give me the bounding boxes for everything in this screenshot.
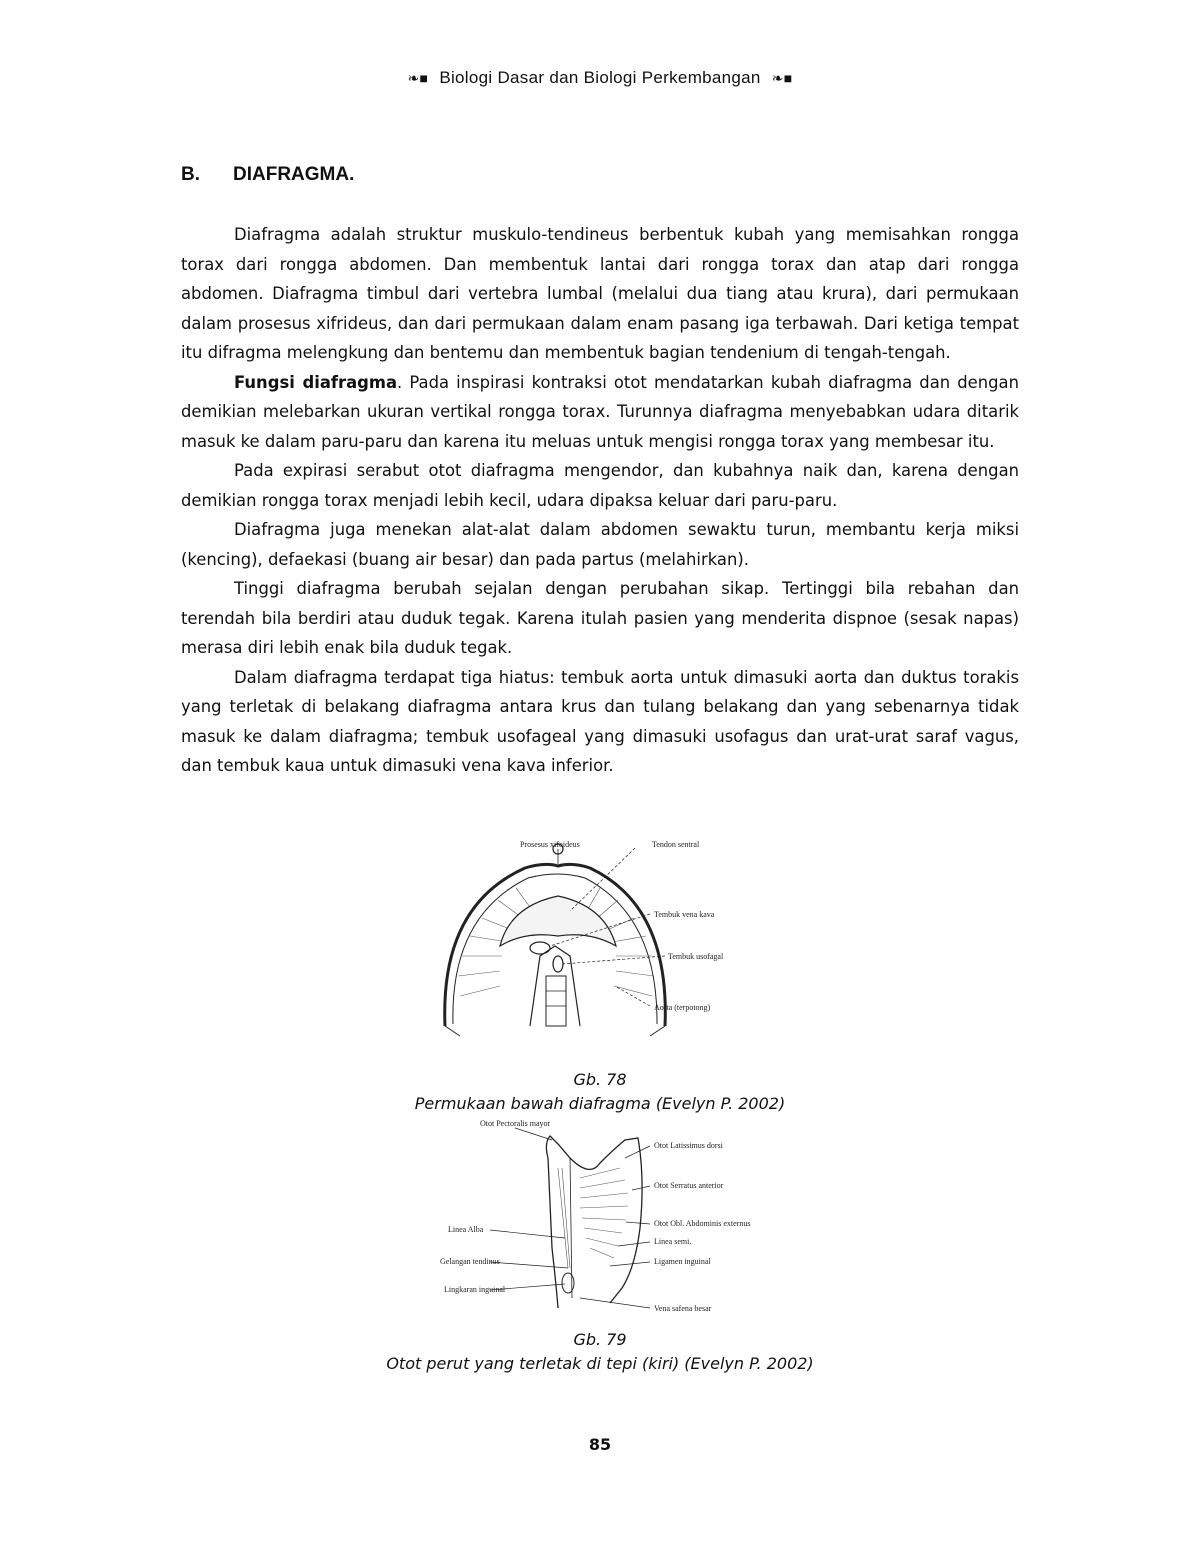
header-title: Biologi Dasar dan Biologi Perkembangan	[439, 68, 761, 87]
figure-1-number: Gb. 78	[573, 1070, 627, 1089]
figure-diaphragm	[0, 836, 1200, 1062]
paragraph-3: Pada expirasi serabut otot diafragma mengendor, dan kubahnya naik dan, karena dengan demikian rongga torax menjadi lebih kecil, udara dipaksa keluar dari paru-paru.	[181, 461, 1019, 510]
paragraph-6: Dalam diafragma terdapat tiga hiatus: tembuk aorta untuk dimasuki aorta dan duktus torakis yang terletak di belakang diafragma antara krus dan tulang belakang dan yang sebenarnya tidak masuk ke dalam diafragma; tembuk usofageal yang dimasuki usofagus dan urat-urat saraf vagus, dan tembuk kaua untuk dimasuki vena kava inferior.	[181, 667, 1019, 775]
label-serratus: Otot Serratus anterior	[654, 1181, 724, 1190]
figure-1-caption-block	[0, 1068, 1200, 1116]
section-letter: B.	[181, 164, 200, 185]
running-header	[0, 68, 1200, 88]
figure-2-caption: Otot perut yang terletak di tepi (kiri) (Evelyn P. 2002)	[386, 1354, 814, 1373]
body-text	[181, 220, 1019, 781]
label-tendon: Tendon sentral	[652, 840, 700, 849]
label-linea-alba: Linea Alba	[448, 1225, 484, 1234]
ornament-left-icon: ❧■	[407, 70, 429, 86]
label-lingkaran: Lingkaran inguinal	[444, 1285, 506, 1294]
abdominal-muscle-illustration	[440, 1118, 760, 1318]
paragraph-5: Tinggi diafragma berubah sejalan dengan perubahan sikap. Tertinggi bila rebahan dan terendah bila berdiri atau duduk tegak. Karena itulah pasien yang menderita dispnoe (sesak napas) merasa diri lebih enak bila duduk tegak.	[181, 579, 1019, 657]
label-prosesus: Prosesus xifoideus	[520, 840, 580, 849]
page-number: 85	[588, 1435, 612, 1454]
diaphragm-illustration	[420, 836, 780, 1062]
label-pectoralis: Otot Pectoralis mayor	[480, 1119, 551, 1128]
label-usofagal: Tembuk usofagal	[668, 952, 724, 961]
label-gelangan: Gelangan tendinus	[440, 1257, 500, 1266]
figure-1-caption: Permukaan bawah diafragma (Evelyn P. 2002)	[414, 1094, 786, 1113]
paragraph-4: Diafragma juga menekan alat-alat dalam abdomen sewaktu turun, membantu kerja miksi (kencing), defaekasi (buang air besar) dan pada partus (melahirkan).	[181, 520, 1019, 569]
paragraph-2	[181, 368, 1019, 457]
figure-abdominal-muscles	[0, 1118, 1200, 1318]
ornament-right-icon: ❧■	[771, 70, 793, 86]
paragraph-1: Diafragma adalah struktur muskulo-tendineus berbentuk kubah yang memisahkan rongga torax dari rongga abdomen. Dan membentuk lantai dari rongga torax dan atap dari rongga abdomen. Diafragma timbul dari vertebra lumbal (melalui dua tiang atau krura), dari permukaan dalam prosesus xifrideus, dan dari permukaan dalam enam pasang iga terbawah. Dari ketiga tempat itu difragma melengkung dan bentemu dan membentuk bagian tendenium di tengah-tengah.	[181, 225, 1019, 362]
label-vena-safena: Vena safena besar	[654, 1304, 712, 1313]
label-vena-kava: Tembuk vena kava	[654, 910, 715, 919]
paragraph-2-text: . Pada inspirasi kontraksi otot mendatarkan kubah diafragma dan dengan demikian melebarkan ukuran vertikal rongga torax. Turunnya diafragma menyebabkan udara ditarik masuk ke dalam paru-paru dan karena itu meluas untuk mengisi rongga torax yang membesar itu.	[181, 372, 1019, 451]
label-ligamen: Ligamen inguinal	[654, 1257, 711, 1266]
label-obliquus: Otot Obl. Abdominis externus	[654, 1219, 751, 1228]
figure-2-caption-block	[0, 1328, 1200, 1376]
section-title: DIAFRAGMA.	[233, 164, 355, 185]
label-aorta: Aorta (terpotong)	[654, 1003, 711, 1012]
figure-2-number: Gb. 79	[573, 1330, 627, 1349]
label-linea-semi: Linea semi.	[654, 1237, 692, 1246]
section-heading	[181, 164, 354, 186]
label-latissimus: Otot Latissimus dorsi	[654, 1141, 723, 1150]
paragraph-2-bold: Fungsi diafragma	[234, 372, 398, 392]
